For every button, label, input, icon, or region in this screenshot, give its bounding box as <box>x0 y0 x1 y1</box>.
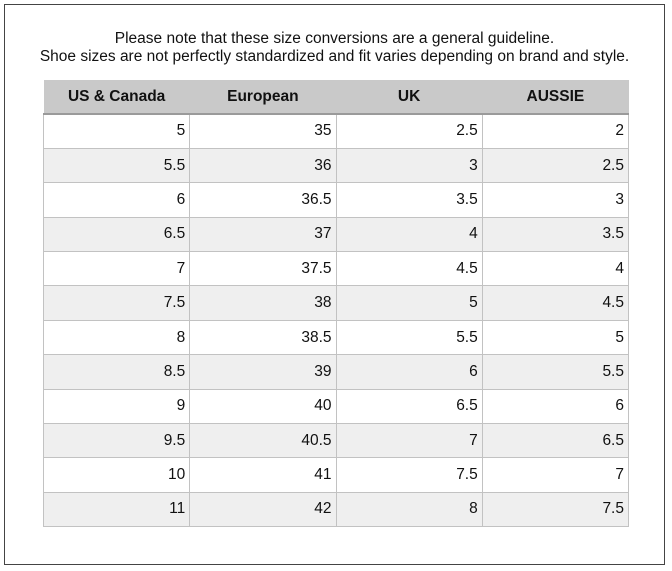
cell-us-canada: 7.5 <box>44 286 190 320</box>
cell-european: 42 <box>190 492 336 526</box>
table-row <box>44 355 629 389</box>
cell-aussie: 3 <box>482 183 628 217</box>
cell-european: 37 <box>190 217 336 251</box>
cell-european: 38.5 <box>190 320 336 354</box>
cell-aussie: 6.5 <box>482 424 628 458</box>
table-row <box>44 148 629 182</box>
cell-us-canada: 5 <box>44 114 190 148</box>
cell-european: 40 <box>190 389 336 423</box>
cell-european: 36.5 <box>190 183 336 217</box>
cell-uk: 5 <box>336 286 482 320</box>
table-row <box>44 114 629 148</box>
cell-aussie: 2 <box>482 114 628 148</box>
header-european: European <box>190 80 336 114</box>
cell-us-canada: 10 <box>44 458 190 492</box>
cell-european: 36 <box>190 148 336 182</box>
cell-uk: 3 <box>336 148 482 182</box>
cell-aussie: 6 <box>482 389 628 423</box>
cell-uk: 4.5 <box>336 252 482 286</box>
table-row <box>44 320 629 354</box>
cell-uk: 8 <box>336 492 482 526</box>
table-row <box>44 492 629 526</box>
cell-uk: 6.5 <box>336 389 482 423</box>
cell-aussie: 4.5 <box>482 286 628 320</box>
table-row <box>44 183 629 217</box>
cell-uk: 3.5 <box>336 183 482 217</box>
cell-uk: 7 <box>336 424 482 458</box>
cell-us-canada: 8.5 <box>44 355 190 389</box>
cell-us-canada: 9 <box>44 389 190 423</box>
shoe-size-conversion-table <box>43 80 629 527</box>
cell-us-canada: 8 <box>44 320 190 354</box>
size-guideline-note <box>5 30 664 66</box>
note-line-2: Shoe sizes are not perfectly standardized and fit varies depending on brand and style. <box>39 48 630 65</box>
table-row <box>44 217 629 251</box>
cell-european: 39 <box>190 355 336 389</box>
cell-uk: 2.5 <box>336 114 482 148</box>
cell-european: 35 <box>190 114 336 148</box>
cell-us-canada: 5.5 <box>44 148 190 182</box>
table-row <box>44 458 629 492</box>
table-row <box>44 252 629 286</box>
header-us-canada: US & Canada <box>44 80 190 114</box>
cell-aussie: 7 <box>482 458 628 492</box>
cell-aussie: 5.5 <box>482 355 628 389</box>
cell-us-canada: 6 <box>44 183 190 217</box>
cell-aussie: 2.5 <box>482 148 628 182</box>
table-row <box>44 389 629 423</box>
cell-us-canada: 9.5 <box>44 424 190 458</box>
cell-uk: 6 <box>336 355 482 389</box>
cell-european: 41 <box>190 458 336 492</box>
cell-uk: 4 <box>336 217 482 251</box>
cell-aussie: 3.5 <box>482 217 628 251</box>
table-row <box>44 424 629 458</box>
table-row <box>44 286 629 320</box>
header-uk: UK <box>336 80 482 114</box>
cell-us-canada: 11 <box>44 492 190 526</box>
table-header-row <box>44 80 629 114</box>
header-aussie: AUSSIE <box>482 80 628 114</box>
cell-uk: 7.5 <box>336 458 482 492</box>
cell-uk: 5.5 <box>336 320 482 354</box>
cell-european: 37.5 <box>190 252 336 286</box>
cell-aussie: 5 <box>482 320 628 354</box>
size-chart-frame <box>4 4 665 565</box>
cell-european: 40.5 <box>190 424 336 458</box>
note-line-1: Please note that these size conversions are a general guideline. <box>114 30 555 47</box>
cell-aussie: 4 <box>482 252 628 286</box>
cell-us-canada: 7 <box>44 252 190 286</box>
cell-aussie: 7.5 <box>482 492 628 526</box>
cell-european: 38 <box>190 286 336 320</box>
cell-us-canada: 6.5 <box>44 217 190 251</box>
